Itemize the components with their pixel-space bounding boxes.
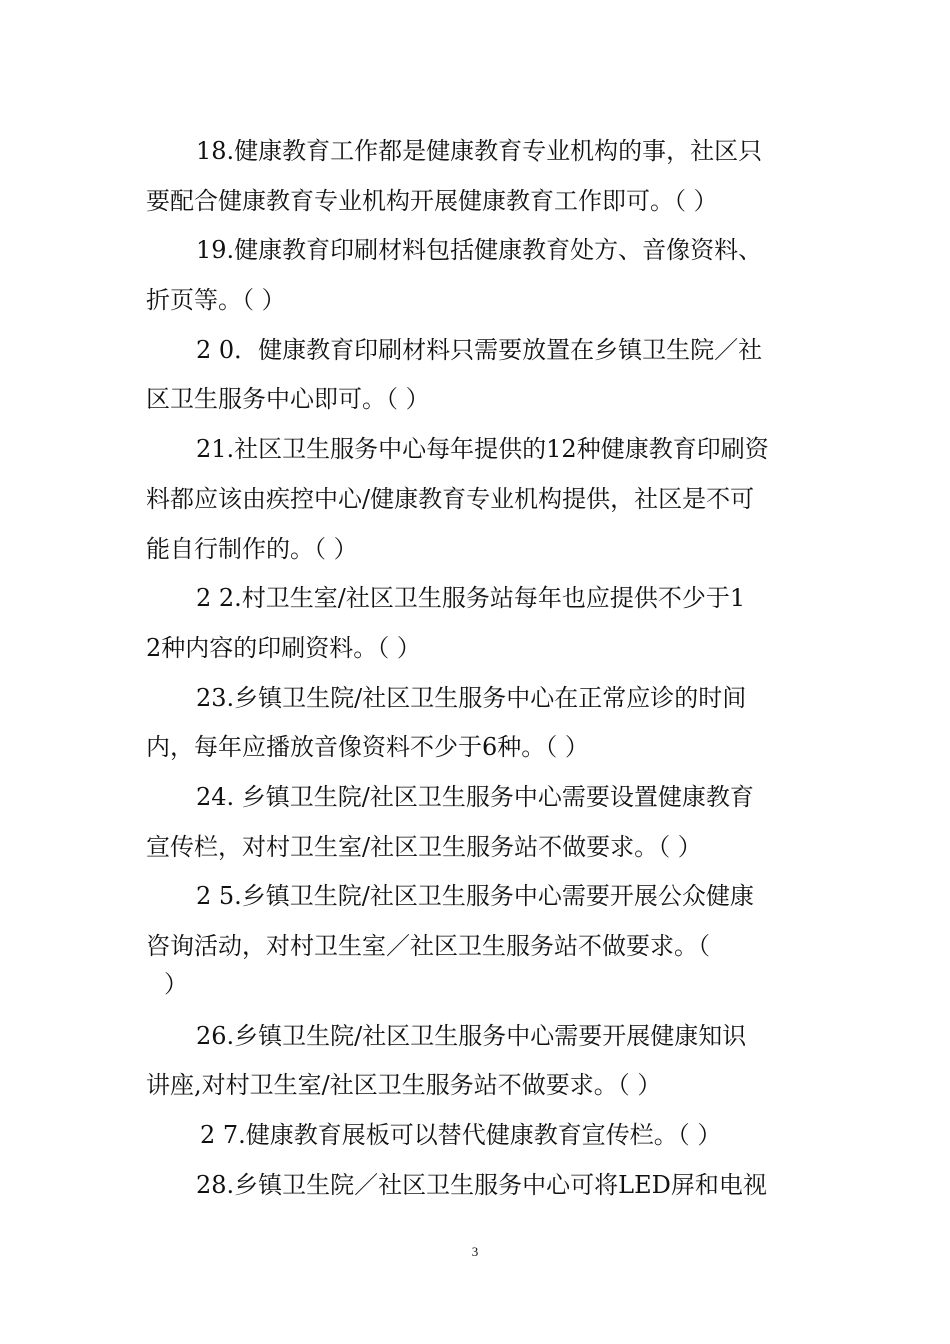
question-22-line-1: 2 2.村卫生室/社区卫生服务站每年也应提供不少于1 [196,584,746,613]
question-28-line-1: 28.乡镇卫生院／社区卫生服务中心可将LED屏和电视 [196,1170,767,1199]
question-21-line-3: 能自行制作的。（ ） [146,534,358,563]
question-22-line-2: 2种内容的印刷资料。（ ） [146,633,421,662]
question-19-line-1: 19.健康教育印刷材料包括健康教育处方、音像资料、 [196,236,763,265]
question-24-line-2: 宣传栏，对村卫生室/社区卫生服务站不做要求。（ ） [146,832,702,861]
question-25-line-2: 咨询活动，对村卫生室／社区卫生服务站不做要求。（ [146,932,710,960]
question-18-line-1: 18.健康教育工作都是健康教育专业机构的事，社区只 [196,137,763,165]
question-19-line-2: 折页等。（ ） [146,286,286,315]
question-27-line-1: 2 7.健康教育展板可以替代健康教育宣传栏。（ ） [200,1121,722,1150]
question-21-line-1: 21.社区卫生服务中心每年提供的12种健康教育印刷资 [196,435,769,464]
question-25-line-1: 2 5.乡镇卫生院/社区卫生服务中心需要开展公众健康 [196,882,754,911]
page-number: 3 [471,1244,479,1259]
question-20-line-1: 2 0．健康教育印刷材料只需要放置在乡镇卫生院／社 [196,335,763,364]
question-23-line-1: 23.乡镇卫生院/社区卫生服务中心在正常应诊的时间 [196,683,747,712]
question-24-line-1: 24. 乡镇卫生院/社区卫生服务中心需要设置健康教育 [196,782,754,811]
question-26-line-1: 26.乡镇卫生院/社区卫生服务中心需要开展健康知识 [196,1021,747,1050]
question-21-line-2: 料都应该由疾控中心/健康教育专业机构提供，社区是不可 [146,484,755,513]
question-20-line-2: 区卫生服务中心即可。（ ） [146,385,430,414]
question-25-line-3: ） [164,969,188,998]
question-23-line-2: 内，每年应播放音像资料不少于6种。（ ） [146,733,589,762]
question-18-line-2: 要配合健康教育专业机构开展健康教育工作即可。（ ） [146,186,718,215]
question-list [146,127,806,1210]
question-26-line-2: 讲座,对村卫生室/社区卫生服务站不做要求。（ ） [146,1071,662,1100]
